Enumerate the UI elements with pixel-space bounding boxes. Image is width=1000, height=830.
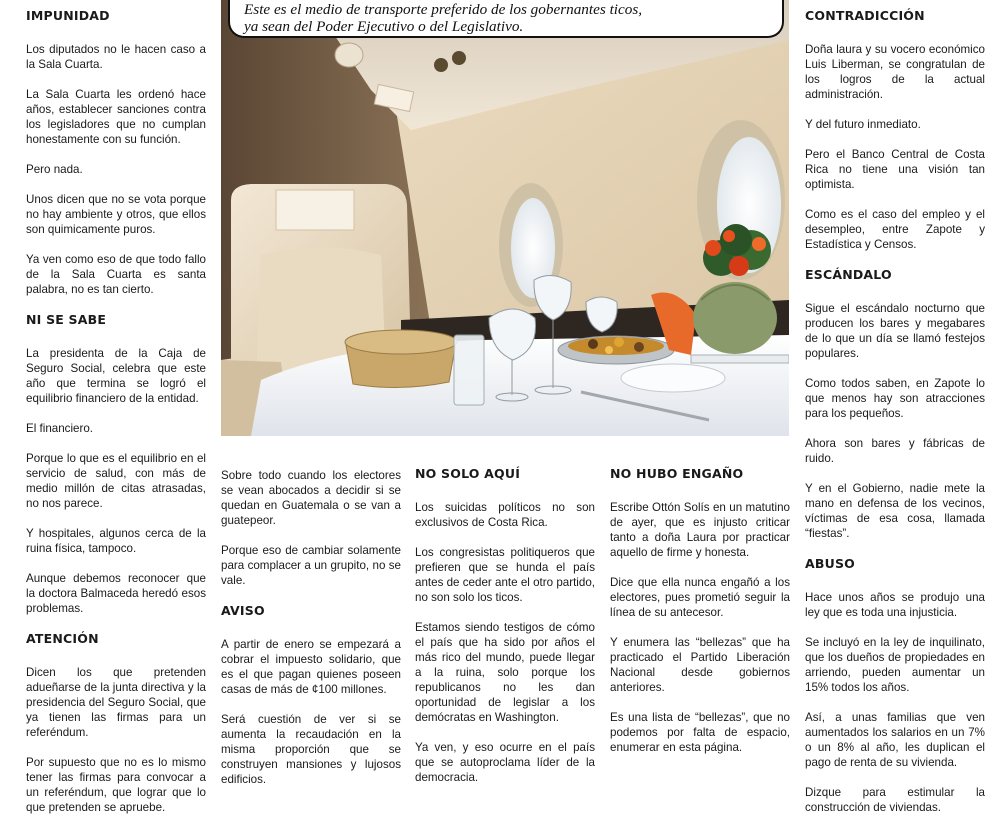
section-title-impunidad: IMPUNIDAD bbox=[26, 8, 110, 23]
section-title-no-solo-aqui: NO SOLO AQUÍ bbox=[415, 466, 521, 481]
paragraph: Los congresistas politiqueros que prefieren que se hunda el país antes de ceder ante el otro partido, no son solo los ticos. bbox=[415, 546, 595, 604]
paragraph: Sobre todo cuando los electores se vean abocados a decidir si se quedan en Guatemala o se van a guatepeor. bbox=[221, 469, 401, 527]
jet-interior-photo bbox=[221, 0, 789, 436]
paragraph: Los suicidas políticos no son exclusivos de Costa Rica. bbox=[415, 501, 595, 529]
paragraph: Dice que ella nunca engañó a los electores, pues prometió seguir la línea de su antecesor. bbox=[610, 576, 790, 619]
paragraph: La Sala Cuarta les ordenó hace años, establecer sanciones contra los legisladores que no cumplan honestamente con su función. bbox=[26, 88, 206, 146]
right-column bbox=[805, 8, 985, 830]
paragraph: Los diputados no le hacen caso a la Sala Cuarta. bbox=[26, 43, 206, 71]
paragraph: Dicen los que pretenden adueñarse de la junta directiva y la presidencia del Seguro Social, que ya tienen las firmas para un referéndum. bbox=[26, 666, 206, 739]
paragraph: Porque lo que es el equilibrio en el servicio de salud, con más de medio millón de citas atrasadas, no nos parece. bbox=[26, 452, 206, 510]
photo-caption bbox=[228, 0, 784, 38]
paragraph: Así, a unas familias que ven aumentados los salarios en un 7% o un 8% al año, les duplican el pago de renta de su vivienda. bbox=[805, 711, 985, 769]
paragraph: Y en el Gobierno, nadie mete la mano en defensa de los vecinos, víctimas de esa cosa, llamada “fiestas”. bbox=[805, 482, 985, 540]
paragraph: La presidenta de la Caja de Seguro Social, celebra que este año que termina se logró el equilibrio financiero de la entidad. bbox=[26, 347, 206, 405]
left-column bbox=[26, 8, 206, 830]
column-4 bbox=[610, 466, 790, 770]
column-3 bbox=[415, 466, 595, 800]
section-title-abuso: ABUSO bbox=[805, 556, 855, 571]
section-title-aviso: AVISO bbox=[221, 603, 265, 618]
paragraph: Ya ven, y eso ocurre en el país que se autoproclama líder de la democracia. bbox=[415, 741, 595, 784]
paragraph: Aunque debemos reconocer que la doctora Balmaceda heredó esos problemas. bbox=[26, 572, 206, 615]
paragraph: Ahora son bares y fábricas de ruido. bbox=[805, 437, 985, 465]
paragraph: Como es el caso del empleo y el desempleo, entre Zapote y Estadística y Censos. bbox=[805, 208, 985, 251]
paragraph: Sigue el escándalo nocturno que producen los bares y megabares de lo que un día se llamó festejos populares. bbox=[805, 302, 985, 360]
section-title-atencion: ATENCIÓN bbox=[26, 631, 99, 646]
paragraph: Doña laura y su vocero económico Luis Liberman, se congratulan de los logros de la actual administración. bbox=[805, 43, 985, 101]
column-2 bbox=[221, 468, 401, 802]
caption-line: ya sean del Poder Ejecutivo o del Legislativo. bbox=[244, 18, 524, 35]
section-title-no-hubo-engano: NO HUBO ENGAÑO bbox=[610, 466, 744, 481]
paragraph: Como todos saben, en Zapote lo que menos hay son atracciones para los pequeños. bbox=[805, 377, 985, 420]
section-title-contradiccion: CONTRADICCIÓN bbox=[805, 8, 925, 23]
paragraph: Escribe Ottón Solís en un matutino de ayer, que es injusto criticar tanto a doña Laura por practicar aquello de firme y honesta. bbox=[610, 501, 790, 559]
paragraph: Es una lista de “bellezas”, que no podemos por falta de espacio, enumerar en esta página. bbox=[610, 711, 790, 754]
paragraph: Y del futuro inmediato. bbox=[805, 118, 921, 131]
paragraph: Unos dicen que no se vota porque no hay ambiente y otros, que ellos son quimicamente puros. bbox=[26, 193, 206, 236]
paragraph: Será cuestión de ver si se aumenta la recaudación en la misma proporción que se construyen mansiones y lujosos edificios. bbox=[221, 713, 401, 786]
paragraph: Ya ven como eso de que todo fallo de la Sala Cuarta es santa palabra, no es tan cierto. bbox=[26, 253, 206, 296]
paragraph: Pero el Banco Central de Costa Rica no tiene una visión tan optimista. bbox=[805, 148, 985, 191]
paragraph: Pero nada. bbox=[26, 163, 83, 176]
paragraph: Y enumera las “bellezas” que ha practicado el Partido Liberación Nacional desde gobiernos anteriores. bbox=[610, 636, 790, 694]
paragraph: Y hospitales, algunos cerca de la ruina física, tampoco. bbox=[26, 527, 206, 555]
paragraph: A partir de enero se empezará a cobrar el impuesto solidario, que es el que pagan quienes poseen casas de más de ¢100 millones. bbox=[221, 638, 401, 696]
paragraph: Dizque para estimular la construcción de viviendas. bbox=[805, 786, 985, 814]
paragraph: Porque eso de cambiar solamente para complacer a un grupito, no se vale. bbox=[221, 544, 401, 587]
paragraph: Estamos siendo testigos de cómo el país que ha sido por años el más rico del mundo, puede llegar a la ruina, solo porque los republicanos no les dan oportunidad de legislar a los demócratas en Washington. bbox=[415, 621, 595, 724]
paragraph: Hace unos años se produjo una ley que es toda una injusticia. bbox=[805, 591, 985, 619]
section-title-escandalo: ESCÁNDALO bbox=[805, 267, 892, 282]
caption-line: Este es el medio de transporte preferido de los gobernantes ticos, bbox=[244, 1, 643, 18]
paragraph: El financiero. bbox=[26, 422, 94, 435]
section-title-ni-se-sabe: NI SE SABE bbox=[26, 312, 107, 327]
paragraph: Se incluyó en la ley de inquilinato, que los dueños de propiedades en arriendo, pueden aumentar un 15% todos los años. bbox=[805, 636, 985, 694]
paragraph: Por supuesto que no es lo mismo tener las firmas para convocar a un referéndum, que lograr que lo que pretenden se apruebe. bbox=[26, 756, 206, 814]
